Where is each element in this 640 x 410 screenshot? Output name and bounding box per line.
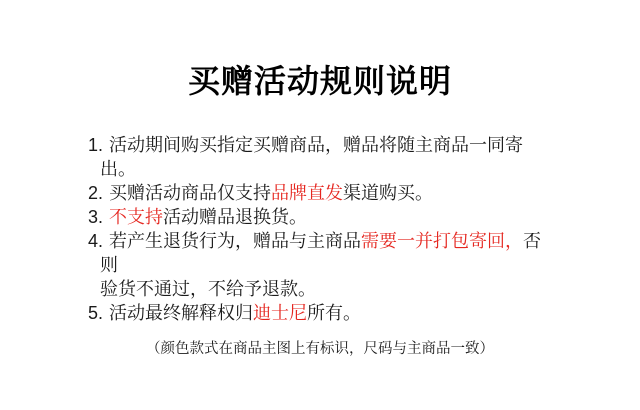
- rule-text: 若产生退货行为，赠品与主商品: [109, 231, 362, 252]
- rule-item: [88, 229, 554, 301]
- rule-number: 5.: [88, 303, 104, 324]
- rule-text: 活动最终解释权归: [109, 303, 254, 324]
- rule-text: 活动期间购买指定买赠商品，赠品将随主商品一同寄出。: [100, 135, 524, 180]
- rule-number: 4.: [88, 231, 104, 252]
- rule-text-highlight: 需要一并打包寄回，: [361, 231, 524, 252]
- rules-list: [88, 133, 554, 325]
- rule-text-highlight: 品牌直发: [271, 183, 344, 204]
- rule-text: 否则: [100, 231, 542, 276]
- rule-text: 验货不通过，不给予退款。: [100, 279, 316, 300]
- rule-text: 买赠活动商品仅支持: [109, 183, 272, 204]
- footnote: （颜色款式在商品主图上有标识，尺码与主商品一致）: [146, 341, 494, 358]
- rule-item: [88, 181, 554, 205]
- rule-text-highlight: 不支持: [109, 207, 164, 228]
- rule-number: 3.: [88, 207, 104, 228]
- rule-item: [88, 205, 554, 229]
- page-title: 买赠活动规则说明: [187, 63, 452, 99]
- rule-text-highlight: 迪士尼: [253, 303, 308, 324]
- rule-text: 渠道购买。: [343, 183, 434, 204]
- rule-text: 活动赠品退换货。: [163, 207, 308, 228]
- rule-text: 所有。: [307, 303, 362, 324]
- rule-item: [88, 301, 554, 325]
- rule-item: [88, 133, 554, 181]
- rule-number: 1.: [88, 135, 104, 156]
- rule-number: 2.: [88, 183, 104, 204]
